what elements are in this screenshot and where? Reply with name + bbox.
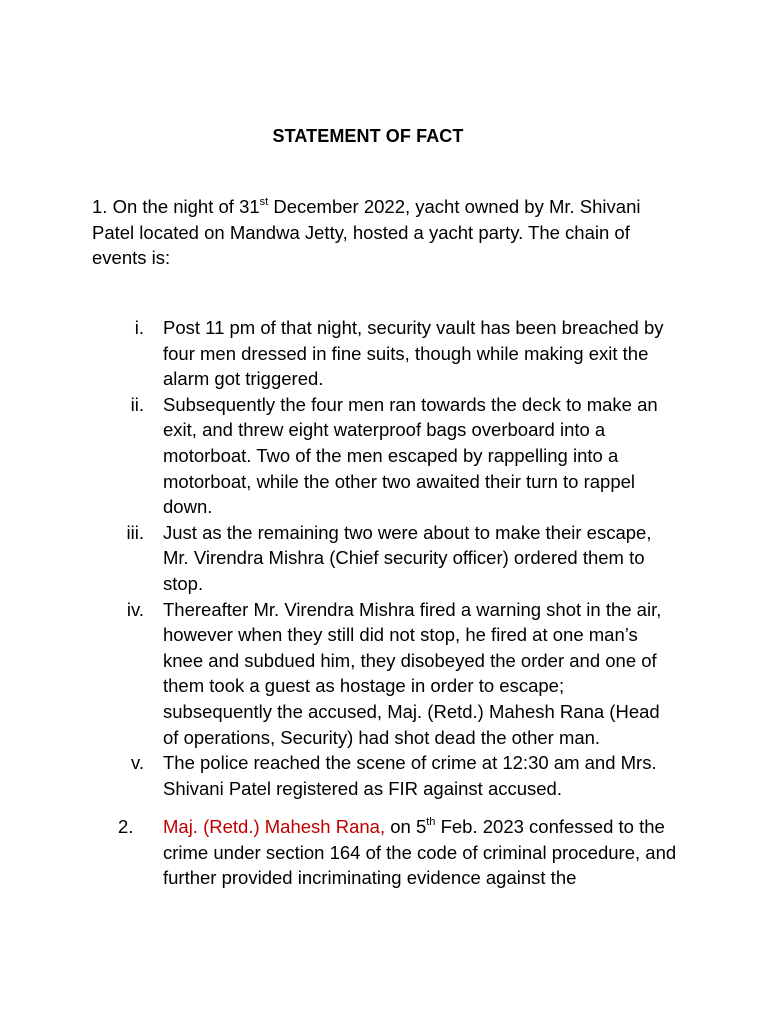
list-item <box>0 750 768 801</box>
list-item <box>0 392 768 520</box>
point-2-text-end: Feb. 2023 confessed to the crime under section 164 of the code of criminal procedure, and further provided incriminating evidence against the <box>163 816 677 889</box>
point-2-ordinal-suffix: th <box>426 815 436 828</box>
list-item-numeral: iv. <box>126 598 144 620</box>
document-title: STATEMENT OF FACT <box>272 126 464 146</box>
list-item-numeral: iii. <box>126 521 144 543</box>
list-item-numeral: ii. <box>130 393 144 415</box>
point-2-numeral: 2. <box>118 816 134 837</box>
list-item-text: The police reached the scene of crime at 12:30 am and Mrs. Shivani Patel registered as FIR against accused. <box>163 752 657 799</box>
events-list <box>0 315 768 801</box>
intro-text-end: December 2022, yacht owned by Mr. Shivani Patel located on Mandwa Jetty, hosted a yacht party. The chain of events is: <box>92 196 641 269</box>
list-item-numeral: v. <box>130 752 144 774</box>
list-item-text: Post 11 pm of that night, security vault has been breached by four men dressed in fine suits, though while making exit the alarm got triggered. <box>163 317 664 390</box>
list-item-text: Just as the remaining two were about to make their escape, Mr. Virendra Mishra (Chief security officer) ordered them to stop. <box>163 521 652 594</box>
point-2-text <box>163 814 677 891</box>
intro-paragraph <box>92 194 672 271</box>
point-2 <box>0 814 768 891</box>
accused-name-highlight: Maj. (Retd.) Mahesh Rana, <box>163 816 386 837</box>
list-item <box>0 597 768 751</box>
list-item <box>0 520 768 597</box>
intro-ordinal-suffix: st <box>259 195 269 208</box>
list-item-numeral: i. <box>134 317 144 338</box>
list-item <box>0 315 768 392</box>
intro-text-start: 1. On the night of 31 <box>92 196 260 217</box>
list-item-text: Subsequently the four men ran towards the deck to make an exit, and threw eight waterproof bags overboard into a motorboat. Two of the men escaped by rappelling into a motorboat, while the other two awaited their turn to rappel down. <box>163 393 658 518</box>
point-2-text-start: on 5 <box>385 816 427 837</box>
list-item-text: Thereafter Mr. Virendra Mishra fired a warning shot in the air, however when they still did not stop, he fired at one man’s knee and subdued him, they disobeyed the order and one of them took a guest as hostage in order to escape; subsequently the accused, Maj. (Retd.) Mahesh Rana (Head of operations, Security) had shot dead the other man. <box>163 598 662 748</box>
